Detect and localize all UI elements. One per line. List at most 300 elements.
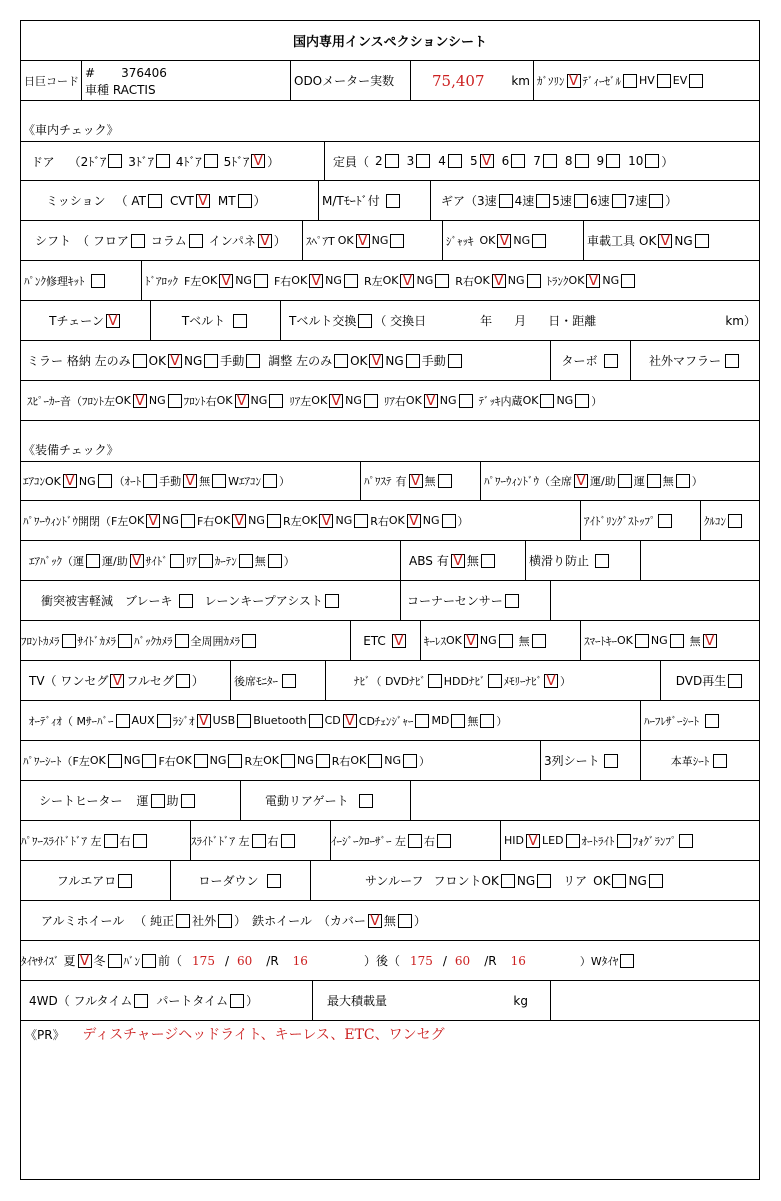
audio-cd-changer-checkbox[interactable]	[415, 714, 429, 728]
seat-heater-passenger-checkbox[interactable]	[181, 794, 195, 808]
fourwd-parttime-checkbox[interactable]	[230, 994, 244, 1008]
jack-ng-checkbox[interactable]	[532, 234, 546, 248]
fourwd-fulltime-checkbox[interactable]	[134, 994, 148, 1008]
doorlock-rl-ng-checkbox[interactable]	[435, 274, 449, 288]
idling-stop-checkbox[interactable]	[658, 514, 672, 528]
audio-mserver-checkbox[interactable]	[116, 714, 130, 728]
door-2-label: （2ﾄﾞｱ	[68, 154, 107, 169]
sunroof-label: サンルーフ	[365, 874, 424, 888]
capacity-4-checkbox[interactable]	[448, 154, 462, 168]
slide-left-checkbox[interactable]	[252, 834, 266, 848]
spare-ok-label: OK	[337, 234, 354, 247]
power-window-label: ﾊﾟﾜｰｳｨﾝﾄﾞｳ（全席	[484, 475, 572, 488]
full-aero-cell	[21, 861, 171, 900]
doorlock-row	[21, 261, 759, 301]
airbag-driver-label: 運	[73, 554, 84, 568]
power-seat-fl-ng-label: NG	[123, 754, 141, 767]
keyless-ok-checkbox[interactable]	[464, 634, 478, 648]
tire-rear-width: 175	[409, 953, 433, 968]
around-camera-checkbox[interactable]	[242, 634, 256, 648]
mirror-adjust-ng-label: NG	[385, 353, 404, 368]
page-title: 国内専用インスペクションシート	[292, 35, 488, 50]
tbelt-checkbox[interactable]	[233, 314, 247, 328]
tv-fullseg-checkbox[interactable]	[176, 674, 190, 688]
capacity-6-checkbox[interactable]	[511, 154, 525, 168]
capacity-close: ）	[661, 154, 674, 169]
muffler-label: 社外マフラー	[648, 354, 721, 368]
power-steering-yes-checkbox[interactable]	[409, 474, 423, 488]
easy-closer-cell	[331, 821, 501, 860]
pw-open-rl-ng-checkbox[interactable]	[354, 514, 368, 528]
power-seat-rr-ok-checkbox[interactable]	[368, 754, 382, 768]
navi-dvd-checkbox[interactable]	[428, 674, 442, 688]
shift-column-label: コラム	[150, 234, 187, 248]
spare-label: ｽﾍﾟｱT	[306, 234, 335, 248]
camera-cell	[21, 621, 351, 660]
gear-4-label: 4速	[514, 194, 535, 208]
pw-open-rr-ok-checkbox[interactable]	[407, 514, 421, 528]
door-2-checkbox[interactable]	[108, 154, 122, 168]
power-window-none-checkbox[interactable]	[676, 474, 690, 488]
autolight-checkbox[interactable]	[617, 834, 631, 848]
capacity-2-label: 2	[375, 154, 383, 168]
audio-radio-checkbox[interactable]	[197, 714, 211, 728]
mirror-adjust-left-checkbox[interactable]	[334, 354, 348, 368]
pw-open-rr-ok-label: OK	[388, 514, 405, 527]
muffler-checkbox[interactable]	[725, 354, 739, 368]
doorlock-fl-ng-label: NG	[235, 274, 252, 287]
power-seat-rl-ng-label: NG	[296, 754, 314, 767]
gear-7-checkbox[interactable]	[649, 194, 663, 208]
tire-size-label: ﾀｲﾔｻｲｽﾞ	[21, 954, 60, 968]
mirror-adjust-ok-checkbox[interactable]	[369, 354, 383, 368]
speaker-deck-ok-checkbox[interactable]	[540, 394, 554, 408]
alu-wheel-label: アルミホイール	[41, 914, 125, 928]
aircon-none-checkbox[interactable]	[212, 474, 226, 488]
power-seat-rl-ok-checkbox[interactable]	[281, 754, 295, 768]
speaker-deck-ok-label: OK	[522, 394, 539, 407]
power-window-none-label: 無	[662, 475, 674, 488]
airbag-dp-label: 運/助	[102, 554, 128, 568]
mirror-adjust-label: 調整 左のみ	[268, 354, 333, 368]
capacity-8-checkbox[interactable]	[575, 154, 589, 168]
tv-cell	[21, 661, 231, 700]
sunroof-front-label: フロント	[433, 874, 482, 888]
tire-summer-label: 夏	[63, 954, 76, 968]
corner-sensor-checkbox[interactable]	[505, 594, 519, 608]
hv-checkbox[interactable]	[657, 74, 671, 88]
audio-cd-changer-label: CDﾁｪﾝｼﾞｬｰ	[358, 714, 414, 728]
tbelt-change-checkbox[interactable]	[358, 314, 372, 328]
easy-closer-left-checkbox[interactable]	[408, 834, 422, 848]
sunroof-rear-ok-checkbox[interactable]	[612, 874, 626, 888]
shift-floor-label: （ フロア	[77, 234, 129, 248]
shift-floor-checkbox[interactable]	[131, 234, 145, 248]
tools-cell	[584, 221, 759, 260]
tv-oneseg-checkbox[interactable]	[110, 674, 124, 688]
power-steering-label: ﾊﾟﾜｽﾃ	[364, 475, 392, 488]
pw-open-rl-ok-checkbox[interactable]	[319, 514, 333, 528]
turbo-checkbox[interactable]	[604, 354, 618, 368]
power-steering-no-checkbox[interactable]	[438, 474, 452, 488]
pw-open-row	[21, 501, 759, 541]
sunroof-front-ok-checkbox[interactable]	[501, 874, 515, 888]
doorlock-fr-ng-checkbox[interactable]	[344, 274, 358, 288]
doorlock-rr-ng-checkbox[interactable]	[527, 274, 541, 288]
tire-cell	[21, 941, 759, 980]
power-seat-cell	[21, 741, 541, 780]
third-row-checkbox[interactable]	[604, 754, 618, 768]
power-seat-fr-ng-label: NG	[209, 754, 227, 767]
tchain-cell	[21, 301, 151, 340]
aircon-ng-checkbox[interactable]	[98, 474, 112, 488]
header-row	[21, 61, 759, 101]
aircon-w-checkbox[interactable]	[263, 474, 277, 488]
lowdown-checkbox[interactable]	[267, 874, 281, 888]
wheel-aftermarket-label: 社外	[192, 914, 217, 928]
doorlock-fr-label: F右	[273, 274, 292, 288]
speaker-cell	[21, 381, 759, 420]
speaker-label: ｽﾋﾟｰｶｰ音（	[27, 394, 82, 408]
speaker-rl-ng-checkbox[interactable]	[364, 394, 378, 408]
door-4-checkbox[interactable]	[204, 154, 218, 168]
power-slide-cell	[21, 821, 191, 860]
power-seat-fr-ng-checkbox[interactable]	[228, 754, 242, 768]
power-window-driver-checkbox[interactable]	[647, 474, 661, 488]
mirror-adjust-manual-checkbox[interactable]	[448, 354, 462, 368]
capacity-3-checkbox[interactable]	[416, 154, 430, 168]
dvd-play-checkbox[interactable]	[728, 674, 742, 688]
speaker-fr-ok-checkbox[interactable]	[235, 394, 249, 408]
w-tire-checkbox[interactable]	[620, 954, 634, 968]
interior-section-heading: 《車内チェック》	[23, 123, 119, 137]
mirror-fold-manual-checkbox[interactable]	[246, 354, 260, 368]
tchain-checkbox[interactable]	[106, 314, 120, 328]
aircon-auto-label: （ｵｰﾄ	[113, 475, 142, 488]
mission-at-checkbox[interactable]	[148, 194, 162, 208]
steel-cover-checkbox[interactable]	[368, 914, 382, 928]
navi-memory-checkbox[interactable]	[544, 674, 558, 688]
rear-monitor-cell	[231, 661, 326, 700]
airbag-cell	[21, 541, 401, 580]
aircon-manual-checkbox[interactable]	[183, 474, 197, 488]
third-row-label: 3列シート	[544, 754, 600, 768]
airbag-rear-checkbox[interactable]	[199, 554, 213, 568]
aero-row	[21, 861, 759, 901]
airbag-row	[21, 541, 759, 581]
speaker-fl-ng-checkbox[interactable]	[168, 394, 182, 408]
slide-left-label: ｽﾗｲﾄﾞﾄﾞｱ 左	[191, 834, 250, 848]
third-row-cell	[541, 741, 641, 780]
back-camera-checkbox[interactable]	[175, 634, 189, 648]
wheel-genuine-checkbox[interactable]	[176, 914, 190, 928]
tire-front-sep2: /R	[266, 953, 279, 968]
audio-none-label: 無	[467, 714, 479, 728]
inspection-sheet	[20, 20, 760, 1180]
abs-yes-label: 有	[436, 554, 449, 568]
gear-6-checkbox[interactable]	[612, 194, 626, 208]
door-4-label: 4ﾄﾞｱ	[175, 154, 202, 169]
pw-open-fl-ng-checkbox[interactable]	[181, 514, 195, 528]
wheel-aftermarket-checkbox[interactable]	[218, 914, 232, 928]
leather-seat-checkbox[interactable]	[713, 754, 727, 768]
front-camera-checkbox[interactable]	[62, 634, 76, 648]
gear-5-checkbox[interactable]	[574, 194, 588, 208]
lights-cell	[501, 821, 759, 860]
power-window-dp-checkbox[interactable]	[618, 474, 632, 488]
tv-close: ）	[191, 674, 204, 688]
speaker-deck-label: ﾃﾞｯｷ内蔵	[478, 394, 523, 408]
airbag-driver-checkbox[interactable]	[86, 554, 100, 568]
led-checkbox[interactable]	[566, 834, 580, 848]
hid-checkbox[interactable]	[526, 834, 540, 848]
skid-cell	[526, 541, 641, 580]
diesel-checkbox[interactable]	[623, 74, 637, 88]
gear-3-label: 3速	[477, 194, 497, 208]
mirror-fold-ok-checkbox[interactable]	[168, 354, 182, 368]
audio-aux-label: AUX	[131, 714, 155, 727]
fourwd-fulltime-label: 4WD（ フルタイム	[29, 994, 133, 1008]
skid-control-checkbox[interactable]	[595, 554, 609, 568]
keyless-none-checkbox[interactable]	[532, 634, 546, 648]
lowdown-cell	[171, 861, 311, 900]
mission-label: ミッション	[46, 194, 106, 208]
smartkey-none-checkbox[interactable]	[703, 634, 717, 648]
tools-ok-checkbox[interactable]	[658, 234, 672, 248]
smartkey-ok-checkbox[interactable]	[635, 634, 649, 648]
abs-no-checkbox[interactable]	[481, 554, 495, 568]
pw-open-fl-ng-label: NG	[162, 514, 179, 527]
mirror-fold-label: ミラー 格納 左のみ	[27, 354, 131, 368]
navi-hdd-checkbox[interactable]	[488, 674, 502, 688]
jack-cell	[443, 221, 584, 260]
gasoline-checkbox[interactable]	[567, 74, 581, 88]
doorlock-trunk-ok-label: OK	[568, 274, 585, 287]
mission-mt-checkbox[interactable]	[238, 194, 252, 208]
shift-column-checkbox[interactable]	[189, 234, 203, 248]
speaker-fl-ok-label: OK	[115, 394, 131, 407]
pr-row	[21, 1021, 759, 1179]
gear-4-checkbox[interactable]	[536, 194, 550, 208]
aircon-ok-checkbox[interactable]	[63, 474, 77, 488]
abs-label: ABS	[409, 553, 433, 568]
airbag-side-checkbox[interactable]	[170, 554, 184, 568]
easy-closer-right-checkbox[interactable]	[437, 834, 451, 848]
keyless-ng-checkbox[interactable]	[499, 634, 513, 648]
capacity-5-checkbox[interactable]	[480, 154, 494, 168]
power-slide-right-checkbox[interactable]	[133, 834, 147, 848]
tire-front-label: 前（	[158, 954, 183, 968]
speaker-rl-ok-checkbox[interactable]	[329, 394, 343, 408]
power-seat-rl-ng-checkbox[interactable]	[316, 754, 330, 768]
abs-yes-checkbox[interactable]	[451, 554, 465, 568]
doorlock-fr-ng-label: NG	[325, 274, 342, 287]
power-window-all-checkbox[interactable]	[574, 474, 588, 488]
sunroof-cell	[311, 861, 759, 900]
lane-keep-checkbox[interactable]	[325, 594, 339, 608]
sunroof-rear-ok-label: OK	[593, 873, 611, 888]
airbag-rear-label: ﾘｱ	[185, 554, 197, 568]
mirror-adjust-ng-checkbox[interactable]	[406, 354, 420, 368]
aircon-auto-checkbox[interactable]	[143, 474, 157, 488]
airbag-curtain-checkbox[interactable]	[239, 554, 253, 568]
audio-md-checkbox[interactable]	[451, 714, 465, 728]
power-seat-rr-ng-checkbox[interactable]	[403, 754, 417, 768]
autolight-label: ｵｰﾄﾗｲﾄ	[581, 834, 615, 848]
capacity-10-checkbox[interactable]	[645, 154, 659, 168]
pw-open-fr-ng-checkbox[interactable]	[267, 514, 281, 528]
model-value: RACTIS	[112, 82, 156, 97]
full-aero-checkbox[interactable]	[118, 874, 132, 888]
door-5-label: 5ﾄﾞｱ	[223, 154, 250, 169]
capacity-7-checkbox[interactable]	[543, 154, 557, 168]
side-camera-checkbox[interactable]	[118, 634, 132, 648]
doorlock-fr-ok-checkbox[interactable]	[309, 274, 323, 288]
tv-oneseg-label: TV（ ワンセグ	[29, 674, 109, 688]
seat-heater-driver-checkbox[interactable]	[151, 794, 165, 808]
seat-heater-row	[21, 781, 759, 821]
mission-cvt-checkbox[interactable]	[196, 194, 210, 208]
sunroof-front-ng-checkbox[interactable]	[537, 874, 551, 888]
doorlock-fl-ng-checkbox[interactable]	[254, 274, 268, 288]
rear-gate-checkbox[interactable]	[359, 794, 373, 808]
audio-none-checkbox[interactable]	[480, 714, 494, 728]
tv-fullseg-label: フルセグ	[126, 674, 174, 688]
audio-bluetooth-checkbox[interactable]	[309, 714, 323, 728]
doorlock-rr-ok-checkbox[interactable]	[492, 274, 506, 288]
ev-checkbox[interactable]	[689, 74, 703, 88]
audio-md-label: MD	[431, 714, 450, 727]
audio-bluetooth-label: Bluetooth	[253, 714, 307, 727]
airbag-curtain-label: ｶｰﾃﾝ	[214, 554, 237, 568]
puncture-kit-checkbox[interactable]	[91, 274, 105, 288]
pw-open-rr-ng-checkbox[interactable]	[442, 514, 456, 528]
door-5-checkbox[interactable]	[251, 154, 265, 168]
power-seat-fr-ok-checkbox[interactable]	[194, 754, 208, 768]
audio-cd-checkbox[interactable]	[343, 714, 357, 728]
shift-panel-checkbox[interactable]	[258, 234, 272, 248]
rear-monitor-checkbox[interactable]	[282, 674, 296, 688]
interior-heading-row	[21, 101, 759, 141]
tire-summer-checkbox[interactable]	[78, 954, 92, 968]
spare-ok-checkbox[interactable]	[356, 234, 370, 248]
audio-usb-checkbox[interactable]	[237, 714, 251, 728]
led-label: LED	[542, 834, 564, 847]
gear-7-label: 7速	[627, 194, 648, 208]
airbag-dp-checkbox[interactable]	[130, 554, 144, 568]
doorlock-trunk-ok-checkbox[interactable]	[586, 274, 600, 288]
smartkey-ng-checkbox[interactable]	[670, 634, 684, 648]
etc-checkbox[interactable]	[392, 634, 406, 648]
tools-ok-label: OK	[639, 233, 657, 248]
wheel-close: ）	[234, 914, 247, 928]
puncture-cell	[21, 261, 142, 300]
camera-row	[21, 621, 759, 661]
gear-3-checkbox[interactable]	[499, 194, 513, 208]
tire-van-checkbox[interactable]	[142, 954, 156, 968]
slide-right-checkbox[interactable]	[281, 834, 295, 848]
pw-open-fl-ok-checkbox[interactable]	[146, 514, 160, 528]
airbag-none-checkbox[interactable]	[268, 554, 282, 568]
steel-close: ）	[413, 914, 426, 928]
aircon-none-label: 無	[199, 475, 211, 488]
audio-aux-checkbox[interactable]	[157, 714, 171, 728]
foglamp-checkbox[interactable]	[679, 834, 693, 848]
doorlock-trunk-ng-checkbox[interactable]	[621, 274, 635, 288]
keyless-cell	[421, 621, 581, 660]
power-slide-left-checkbox[interactable]	[104, 834, 118, 848]
sunroof-rear-ng-checkbox[interactable]	[649, 874, 663, 888]
odo-cell	[411, 61, 534, 100]
mt-mode-checkbox[interactable]	[386, 194, 400, 208]
doorlock-rl-ok-checkbox[interactable]	[400, 274, 414, 288]
pw-open-rl-ng-label: NG	[335, 514, 353, 527]
capacity-6-label: 6	[501, 154, 510, 168]
speaker-close: ）	[591, 394, 603, 408]
mirror-fold-left-checkbox[interactable]	[133, 354, 147, 368]
collision-brake-checkbox[interactable]	[179, 594, 193, 608]
power-seat-row	[21, 741, 759, 781]
speaker-fr-ng-label: NG	[250, 394, 268, 407]
aircon-ng-label: NG	[78, 474, 96, 488]
jack-ok-checkbox[interactable]	[497, 234, 511, 248]
tools-ng-checkbox[interactable]	[695, 234, 709, 248]
doorlock-fr-ok-label: OK	[291, 274, 308, 287]
speaker-rr-ng-checkbox[interactable]	[459, 394, 473, 408]
power-seat-fl-ok-checkbox[interactable]	[108, 754, 122, 768]
mt-mode-cell	[319, 181, 431, 220]
speaker-fr-ng-checkbox[interactable]	[269, 394, 283, 408]
power-steering-no-label: 無	[424, 475, 436, 488]
fourwd-close: ）	[246, 994, 259, 1008]
speaker-deck-ng-label: NG	[556, 394, 574, 407]
speaker-rr-ok-checkbox[interactable]	[424, 394, 438, 408]
cruise-cell	[701, 501, 759, 540]
tire-rear-sep1: /	[442, 953, 447, 968]
mirror-adjust-ok-label: OK	[350, 353, 368, 368]
tire-winter-checkbox[interactable]	[108, 954, 122, 968]
power-seat-fl-ng-checkbox[interactable]	[142, 754, 156, 768]
aircon-close: ）	[279, 475, 291, 488]
spare-ng-checkbox[interactable]	[390, 234, 404, 248]
rear-monitor-label: 後席ﾓﾆﾀｰ	[234, 674, 278, 688]
speaker-deck-ng-checkbox[interactable]	[575, 394, 589, 408]
pw-open-fr-ok-checkbox[interactable]	[232, 514, 246, 528]
tbelt-month-label: 月	[514, 314, 527, 328]
sunroof-rear-label: リア	[563, 874, 588, 888]
audio-label: ｵｰﾃﾞｨｵ（ Mｻｰﾊﾞｰ	[29, 714, 114, 728]
turbo-label: ターボ	[561, 354, 598, 368]
cruise-checkbox[interactable]	[728, 514, 742, 528]
capacity-9-checkbox[interactable]	[606, 154, 620, 168]
mirror-fold-ng-checkbox[interactable]	[204, 354, 218, 368]
seat-heater-passenger-label: 助	[166, 794, 179, 808]
half-leather-checkbox[interactable]	[705, 714, 719, 728]
pw-open-fr-ng-label: NG	[248, 514, 265, 527]
door-3-checkbox[interactable]	[156, 154, 170, 168]
speaker-rl-ok-label: OK	[311, 394, 328, 407]
mirror-adjust-manual-label: 手動	[421, 354, 446, 368]
speaker-fl-ok-checkbox[interactable]	[133, 394, 147, 408]
airbag-none-label: 無	[254, 554, 266, 568]
pw-open-label: ﾊﾟﾜｰｳｨﾝﾄﾞｳ開閉（	[23, 514, 111, 528]
steel-none-checkbox[interactable]	[398, 914, 412, 928]
pw-open-fr-ok-label: OK	[214, 514, 231, 527]
collision-cell	[21, 581, 401, 620]
doorlock-fl-ok-checkbox[interactable]	[219, 274, 233, 288]
capacity-2-checkbox[interactable]	[385, 154, 399, 168]
doorlock-trunk-label: ﾄﾗﾝｸ	[546, 274, 569, 288]
